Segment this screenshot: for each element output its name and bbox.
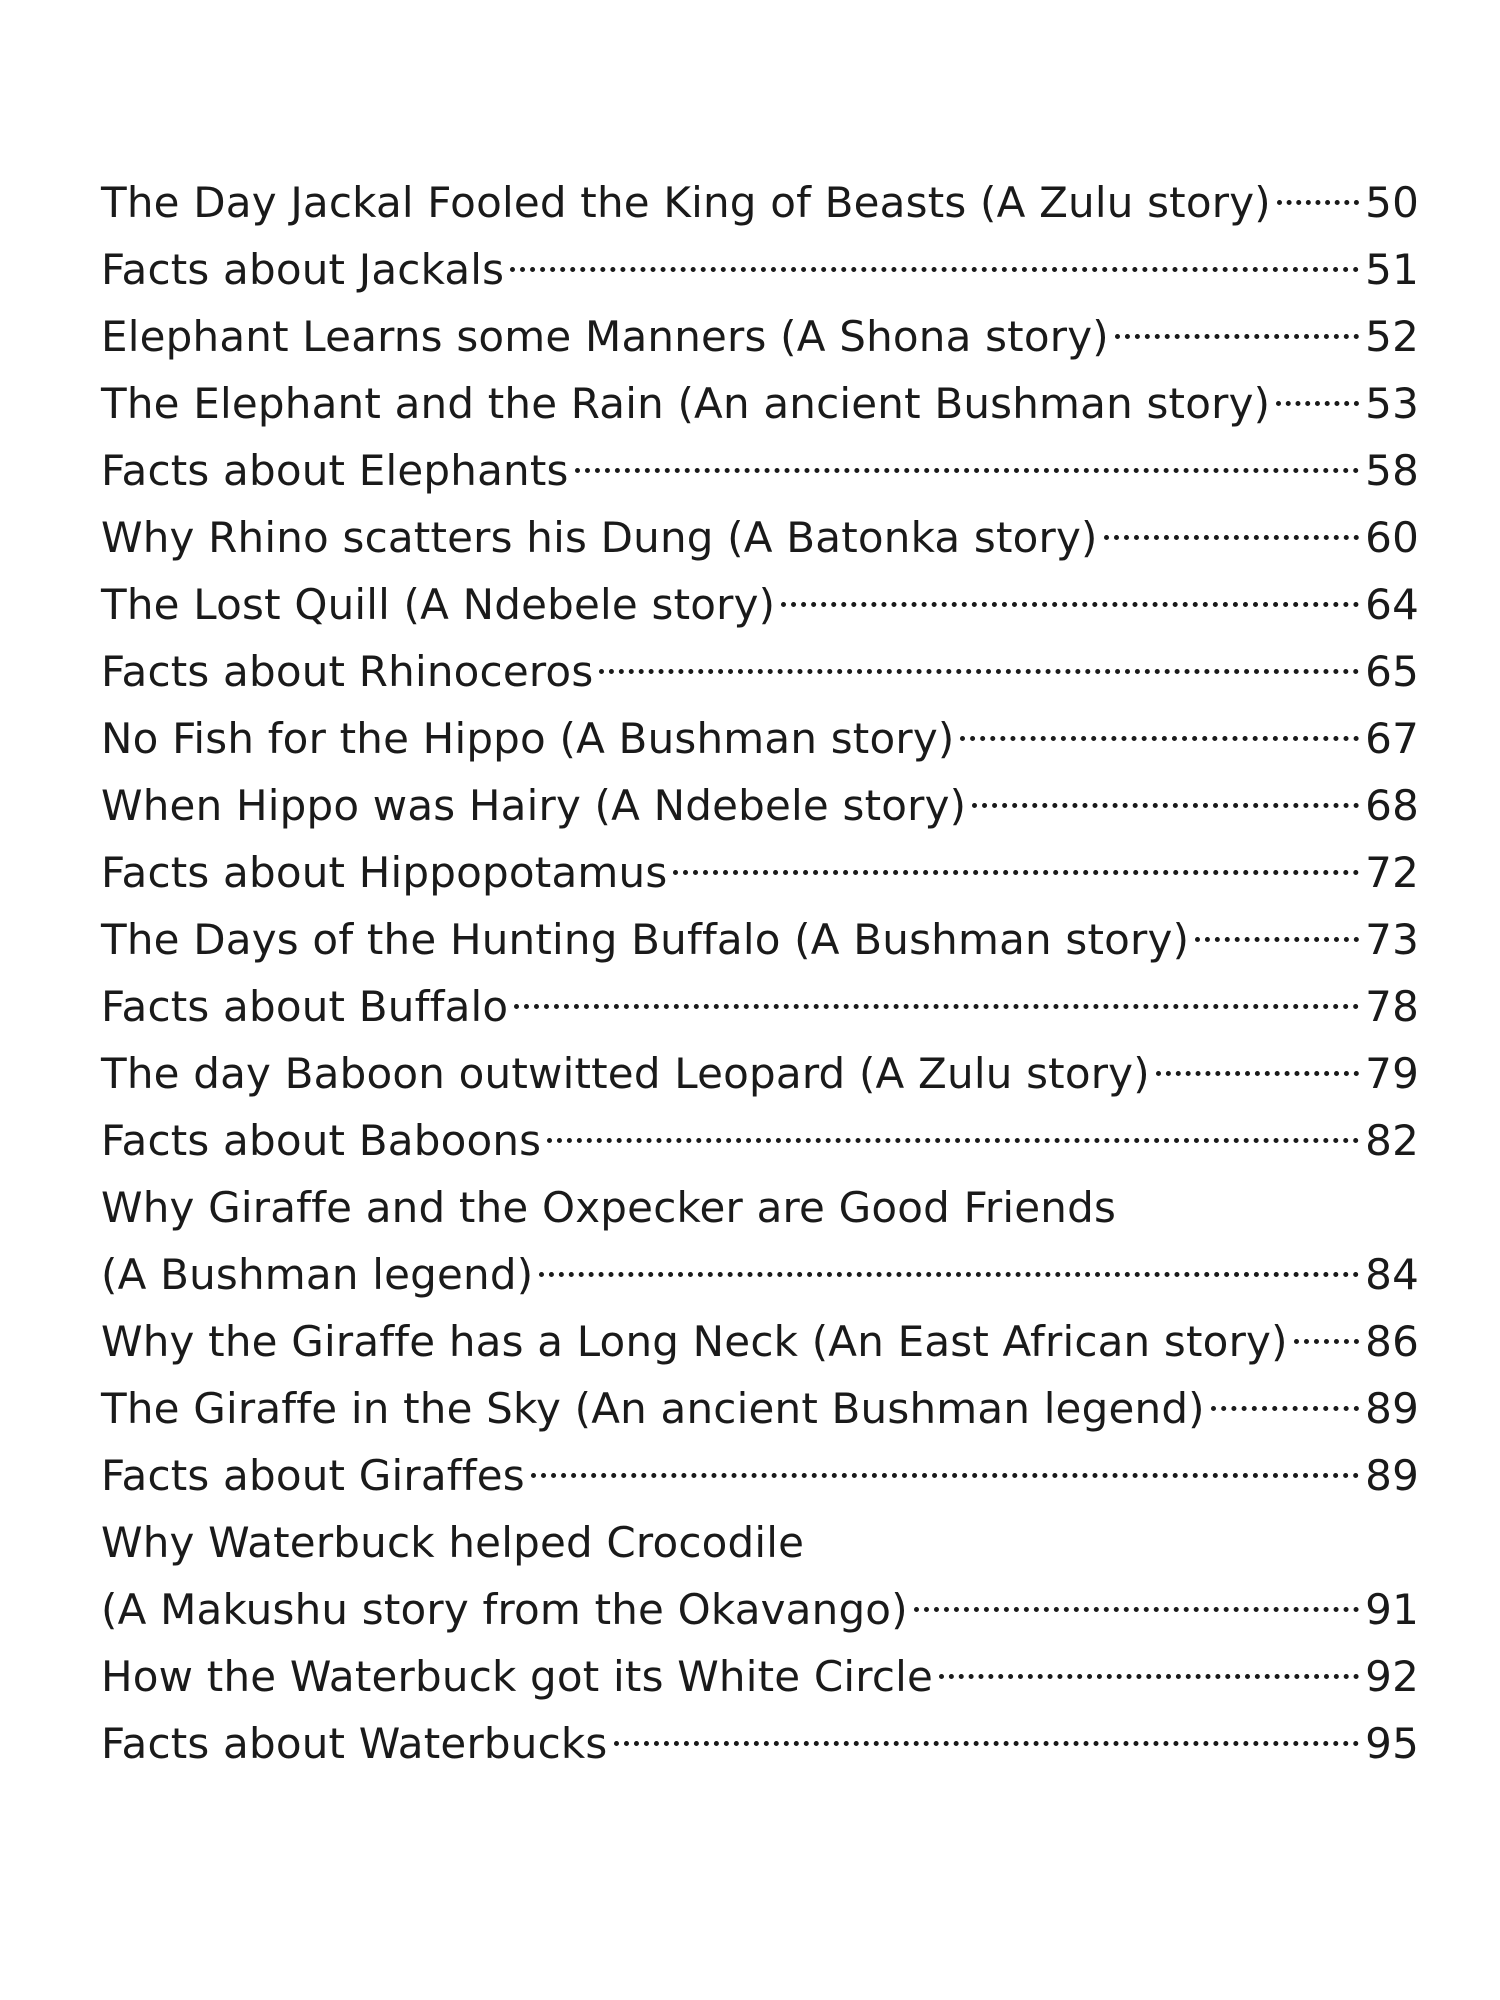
dot-leader xyxy=(1104,535,1360,540)
toc-entry xyxy=(101,638,1419,705)
dot-leader xyxy=(1277,200,1359,205)
toc-entry xyxy=(101,1442,1419,1509)
toc-entry xyxy=(101,169,1419,236)
toc-entry-page-number: 73 xyxy=(1365,915,1419,964)
toc-entry xyxy=(101,906,1419,973)
dot-leader xyxy=(1276,401,1359,406)
toc-entry xyxy=(101,437,1419,504)
toc-entry xyxy=(101,839,1419,906)
toc-entry-page-number: 72 xyxy=(1365,848,1419,897)
toc-entry-page-number: 79 xyxy=(1365,1049,1419,1098)
toc-entry-page-number: 89 xyxy=(1365,1451,1419,1500)
toc-entry-page-number: 60 xyxy=(1365,513,1419,562)
toc-entry xyxy=(101,370,1419,437)
dot-leader xyxy=(531,1473,1359,1478)
toc-entry-title: Why Giraffe and the Oxpecker are Good Friends xyxy=(101,1183,1117,1232)
toc-entry-title: Why the Giraffe has a Long Neck (An East African story) xyxy=(101,1317,1288,1366)
toc-entry-page-number: 86 xyxy=(1365,1317,1419,1366)
dot-leader xyxy=(1156,1071,1359,1076)
toc-entry-title: (A Makushu story from the Okavango) xyxy=(101,1585,908,1634)
dot-leader xyxy=(960,736,1359,741)
toc-entry-page-number: 68 xyxy=(1365,781,1419,830)
dot-leader xyxy=(599,669,1359,674)
toc-entry xyxy=(101,303,1419,370)
toc-entry-title: Facts about Jackals xyxy=(101,245,505,294)
dot-leader xyxy=(1115,334,1359,339)
dot-leader xyxy=(575,468,1360,473)
toc-entry-page-number: 53 xyxy=(1365,379,1419,428)
toc-entry-page-number: 58 xyxy=(1365,446,1419,495)
dot-leader xyxy=(1195,937,1359,942)
toc-entry-title: Elephant Learns some Manners (A Shona story) xyxy=(101,312,1109,361)
table-of-contents xyxy=(101,169,1419,1777)
toc-entry-title: Facts about Elephants xyxy=(101,446,569,495)
toc-entry xyxy=(101,504,1419,571)
toc-entry-title: The Days of the Hunting Buffalo (A Bushman story) xyxy=(101,915,1190,964)
toc-entry-page-number: 51 xyxy=(1365,245,1419,294)
dot-leader xyxy=(939,1674,1359,1679)
toc-entry-page-number: 82 xyxy=(1365,1116,1419,1165)
toc-entry-title: Facts about Hippopotamus xyxy=(101,848,668,897)
dot-leader xyxy=(972,803,1359,808)
toc-entry xyxy=(101,1375,1419,1442)
toc-entry-page-number: 91 xyxy=(1365,1585,1419,1634)
toc-entry-page-number: 65 xyxy=(1365,647,1419,696)
toc-entry-title: The day Baboon outwitted Leopard (A Zulu story) xyxy=(101,1049,1150,1098)
toc-entry-title: Facts about Baboons xyxy=(101,1116,542,1165)
toc-entry-title-continued xyxy=(101,1174,1419,1241)
toc-entry-title: Why Rhino scatters his Dung (A Batonka story) xyxy=(101,513,1098,562)
toc-entry xyxy=(101,1576,1419,1643)
toc-entry-page-number: 64 xyxy=(1365,580,1419,629)
toc-entry xyxy=(101,1241,1419,1308)
toc-entry-page-number: 50 xyxy=(1365,178,1419,227)
toc-entry-page-number: 52 xyxy=(1365,312,1419,361)
toc-entry xyxy=(101,973,1419,1040)
toc-entry-title: The Lost Quill (A Ndebele story) xyxy=(101,580,776,629)
toc-entry xyxy=(101,1107,1419,1174)
toc-entry-page-number: 89 xyxy=(1365,1384,1419,1433)
dot-leader xyxy=(1211,1406,1359,1411)
toc-entry-title: The Giraffe in the Sky (An ancient Bushman legend) xyxy=(101,1384,1205,1433)
toc-entry-title: Facts about Rhinoceros xyxy=(101,647,594,696)
toc-entry xyxy=(101,1308,1419,1375)
toc-entry xyxy=(101,772,1419,839)
dot-leader xyxy=(673,870,1359,875)
dot-leader xyxy=(614,1741,1360,1746)
dot-leader xyxy=(1294,1339,1359,1344)
toc-entry-title: No Fish for the Hippo (A Bushman story) xyxy=(101,714,955,763)
dot-leader xyxy=(781,602,1359,607)
toc-entry-page-number: 95 xyxy=(1365,1719,1419,1768)
dot-leader xyxy=(510,267,1359,272)
dot-leader xyxy=(539,1272,1359,1277)
toc-entry xyxy=(101,705,1419,772)
toc-entry xyxy=(101,1643,1419,1710)
dot-leader xyxy=(914,1607,1359,1612)
toc-entry-page-number: 84 xyxy=(1365,1250,1419,1299)
toc-entry-title: The Elephant and the Rain (An ancient Bushman story) xyxy=(101,379,1271,428)
toc-entry-page-number: 78 xyxy=(1365,982,1419,1031)
toc-entry-title: The Day Jackal Fooled the King of Beasts (A Zulu story) xyxy=(101,178,1271,227)
toc-entry xyxy=(101,571,1419,638)
toc-entry xyxy=(101,236,1419,303)
toc-entry-title: When Hippo was Hairy (A Ndebele story) xyxy=(101,781,967,830)
toc-entry xyxy=(101,1710,1419,1777)
toc-entry xyxy=(101,1040,1419,1107)
toc-entry-title: (A Bushman legend) xyxy=(101,1250,534,1299)
toc-entry-title: Facts about Buffalo xyxy=(101,982,509,1031)
toc-entry-title-continued xyxy=(101,1509,1419,1576)
toc-entry-title: Why Waterbuck helped Crocodile xyxy=(101,1518,805,1567)
dot-leader xyxy=(547,1138,1359,1143)
toc-entry-title: Facts about Waterbucks xyxy=(101,1719,608,1768)
toc-entry-title: Facts about Giraffes xyxy=(101,1451,525,1500)
dot-leader xyxy=(514,1004,1359,1009)
toc-entry-page-number: 92 xyxy=(1365,1652,1419,1701)
toc-entry-page-number: 67 xyxy=(1365,714,1419,763)
toc-entry-title: How the Waterbuck got its White Circle xyxy=(101,1652,934,1701)
